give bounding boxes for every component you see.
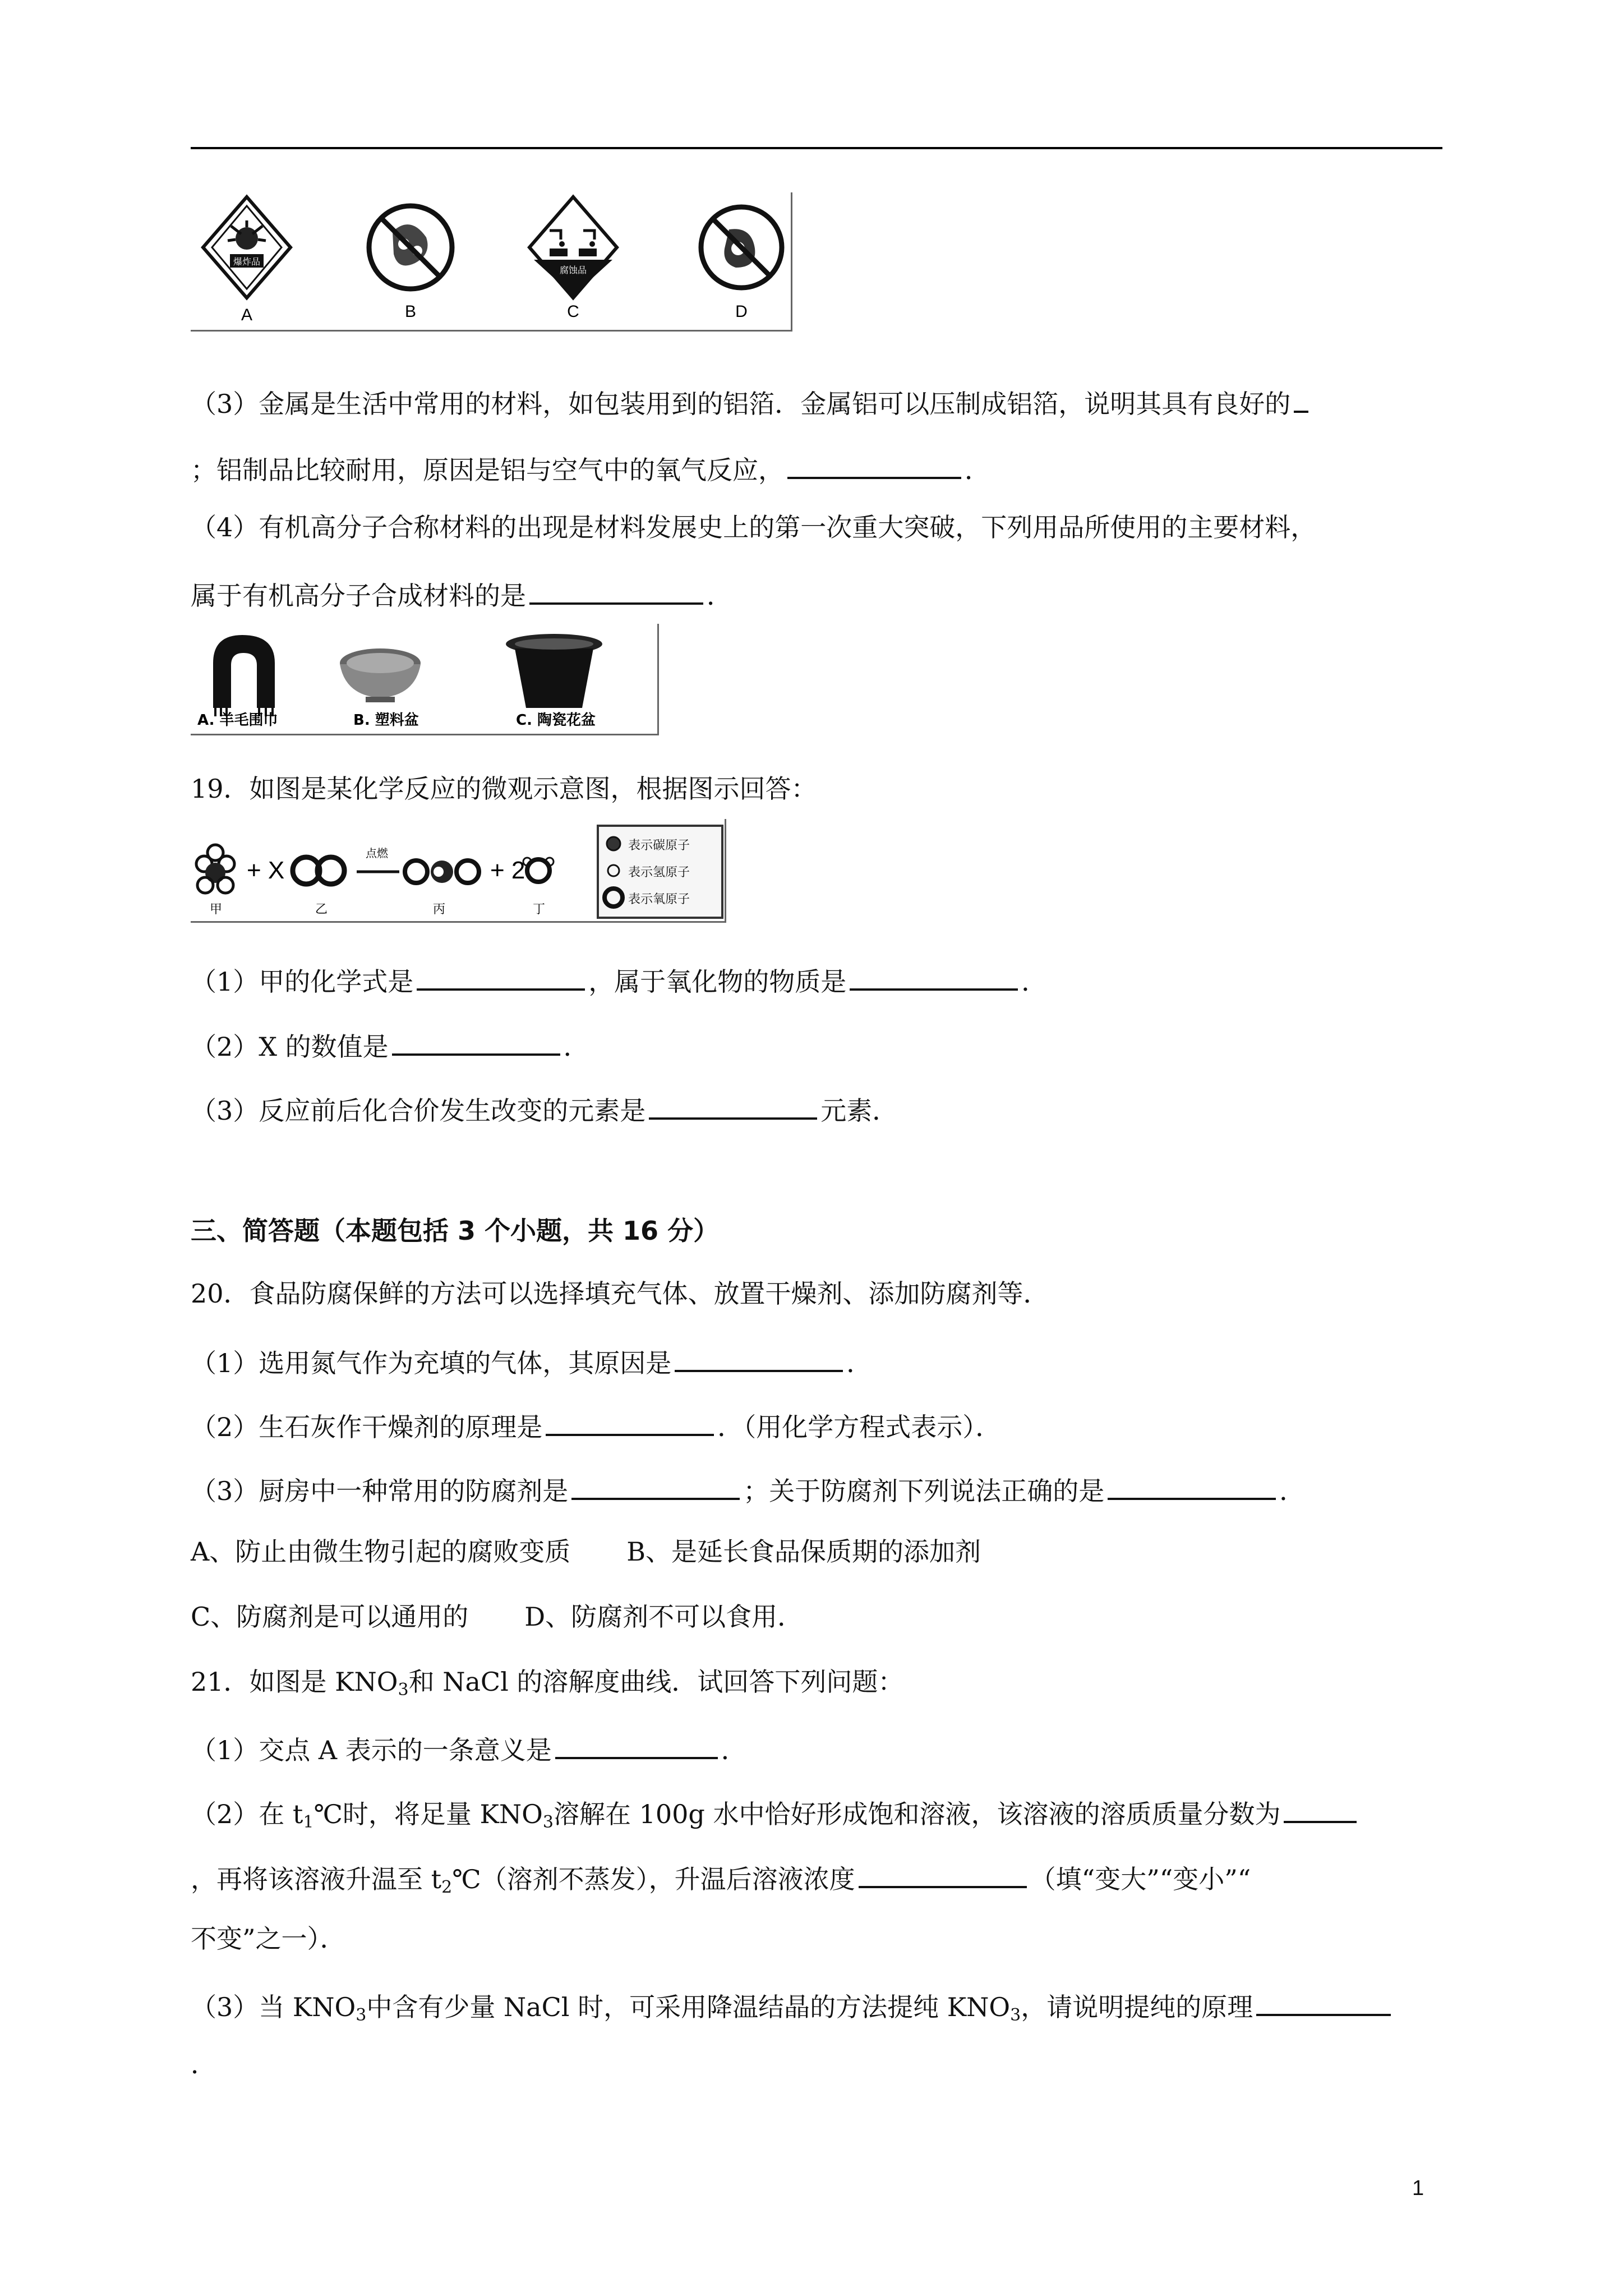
subscript: 2 <box>441 1878 453 1897</box>
plastic-bowl-icon <box>340 648 421 702</box>
q21-p2-text2: ℃时，将足量 KNO <box>313 1799 543 1829</box>
q21-stem-text: 21．如图是 KNO <box>191 1667 398 1697</box>
option-a: A、防止由微生物引起的腐败变质 <box>191 1536 571 1567</box>
q20-part3 <box>191 1470 1305 1508</box>
corrosive-sign-icon <box>529 197 617 298</box>
reaction-condition: 点燃 <box>366 846 388 860</box>
q21-p2-text7: 不变”之一）． <box>191 1924 346 1954</box>
subscript: 3 <box>356 2005 367 2025</box>
q20-p3-text: （3）厨房中一种常用的防腐剂是 <box>191 1476 569 1506</box>
page-number: 1 <box>1412 2177 1424 2200</box>
subscript: 1 <box>303 1812 314 1832</box>
wool-scarf-icon <box>213 635 275 716</box>
subscript: 3 <box>1010 2005 1021 2025</box>
name-bing: 丙 <box>433 903 446 917</box>
q21-stem <box>191 1665 903 1707</box>
q21-stem-text2: 和 NaCl 的溶解度曲线．试回答下列问题： <box>408 1667 904 1697</box>
label-a: A <box>241 306 253 324</box>
option-d: D、防腐剂不可以食用． <box>524 1602 804 1632</box>
q21-p1-text: （1）交点 A 表示的一条意义是 <box>191 1735 552 1765</box>
q21-p2-text3: 溶解在 100g 水中恰好形成饱和溶液，该溶液的溶质质量分数为 <box>553 1799 1281 1829</box>
answer-blank[interactable] <box>675 1342 843 1372</box>
q21-p3-text: （3）当 KNO <box>191 1992 356 2022</box>
materials-svg <box>191 624 657 734</box>
option-b: B、是延长食品保质期的添加剂 <box>626 1536 981 1567</box>
period: ． <box>191 2049 216 2079</box>
q18-part3-line2 <box>191 449 990 487</box>
answer-blank[interactable] <box>859 1858 1027 1888</box>
answer-blank[interactable] <box>1294 383 1308 413</box>
section3-title-text: 三、简答题（本题包括 3 个小题，共 16 分） <box>191 1216 720 1246</box>
prohibited-sign-d-icon <box>701 207 782 288</box>
period: ． <box>1279 1476 1306 1506</box>
q18-part4-line2 <box>191 574 732 613</box>
answer-blank[interactable] <box>1284 1793 1357 1823</box>
name-yi: 乙 <box>315 903 328 917</box>
reaction-figure <box>191 819 726 923</box>
q20-part2 <box>191 1406 1001 1444</box>
answer-blank[interactable] <box>392 1025 560 1056</box>
period: ． <box>721 1735 747 1765</box>
subscript: 3 <box>542 1812 554 1832</box>
hazard-signs-svg <box>191 192 791 330</box>
q19-part3 <box>191 1089 898 1128</box>
q20-part1 <box>191 1342 872 1380</box>
q18-part4-line1 <box>191 510 1316 544</box>
q21-p2-text5: ℃（溶剂不蒸发），升温后溶液浓度 <box>452 1864 855 1894</box>
q21-part3 <box>191 1986 1394 2032</box>
q21-part2-line2 <box>191 1858 1251 1904</box>
q19-stem-text: 19．如图是某化学反应的微观示意图，根据图示回答： <box>191 774 817 804</box>
legend-carbon: 表示碳原子 <box>628 839 690 853</box>
q21-p3-text3: ，请说明提纯的原理 <box>1021 1992 1253 2022</box>
q20-options-cd <box>191 1600 803 1634</box>
q19-p1-text2: ，属于氧化物的物质是 <box>588 967 847 997</box>
q21-p2-text4: ，再将该溶液升温至 t <box>191 1864 442 1894</box>
ceramic-pot-icon <box>506 634 602 708</box>
q21-p3-text2: 中含有少量 NaCl 时，可采用降温结晶的方法提纯 KNO <box>366 1992 1011 2022</box>
option-c: C、防腐剂是可以通用的 <box>191 1602 469 1632</box>
q18-p3-text: （3）金属是生活中常用的材料，如包装用到的铝箔．金属铝可以压制成铝箔，说明其具有良好的 <box>191 389 1291 419</box>
answer-blank[interactable] <box>555 1729 718 1759</box>
plus-x: + X <box>247 857 285 884</box>
q19-stem <box>191 772 817 806</box>
answer-blank[interactable] <box>571 1470 740 1500</box>
svg-text:爆炸品: 爆炸品 <box>233 256 261 267</box>
period: ． <box>846 1348 873 1378</box>
answer-blank[interactable] <box>649 1089 817 1120</box>
q18-part3-line1 <box>191 383 1312 421</box>
molecule-bing-icon <box>405 861 479 883</box>
q20-p1-text: （1）选用氮气作为充填的气体，其原因是 <box>191 1348 672 1378</box>
answer-blank[interactable] <box>1256 1986 1391 2016</box>
q19-p2-text: （2）X 的数值是 <box>191 1032 389 1062</box>
q21-p2-text: （2）在 t <box>191 1799 303 1829</box>
q21-part3-end <box>191 2047 216 2081</box>
molecule-ding-icon <box>523 858 554 882</box>
q20-options-ab <box>191 1535 981 1568</box>
period: ． <box>707 581 732 611</box>
label-b: B <box>404 302 417 321</box>
molecule-jia-icon <box>196 845 234 893</box>
explosive-sign-icon <box>203 197 291 298</box>
name-jia: 甲 <box>210 903 223 917</box>
plus-2: + 2 <box>490 857 525 884</box>
q20-p2-text: （2）生石灰作干燥剂的原理是 <box>191 1412 543 1442</box>
legend-hydrogen: 表示氢原子 <box>628 866 690 880</box>
q18-p4-text2: 属于有机高分子合成材料的是 <box>191 581 526 611</box>
q18-p3-text2: ；铝制品比较耐用，原因是铝与空气中的氧气反应， <box>191 455 784 485</box>
q19-p3-text: （3）反应前后化合价发生改变的元素是 <box>191 1096 646 1126</box>
answer-blank[interactable] <box>546 1406 714 1436</box>
answer-blank[interactable] <box>850 960 1018 991</box>
name-ding: 丁 <box>533 903 546 917</box>
label-ceramic-pot: C. 陶瓷花盆 <box>516 712 596 729</box>
answer-blank[interactable] <box>787 449 961 479</box>
answer-blank[interactable] <box>529 574 703 605</box>
section3-title <box>191 1214 719 1248</box>
label-plastic-bowl: B. 塑料盆 <box>353 712 419 729</box>
q18-p4-text: （4）有机高分子合称材料的出现是材料发展史上的第一次重大突破，下列用品所使用的主要材料， <box>191 512 1317 542</box>
materials-figure <box>191 624 659 735</box>
answer-blank[interactable] <box>1108 1470 1276 1500</box>
answer-blank[interactable] <box>417 960 585 991</box>
legend-oxygen: 表示氧原子 <box>628 892 690 907</box>
q21-p2-text6: （填“变大”“变小”“ <box>1030 1864 1251 1894</box>
q21-part2-line1 <box>191 1793 1360 1839</box>
reaction-legend <box>597 825 723 919</box>
q19-p3-text2: 元素． <box>820 1096 898 1126</box>
period: ． <box>1021 967 1048 997</box>
q19-p1-text: （1）甲的化学式是 <box>191 967 414 997</box>
prohibited-sign-b-icon <box>369 206 452 289</box>
molecule-yi-icon <box>293 857 344 884</box>
hazard-signs-figure <box>191 192 792 332</box>
q19-part2 <box>191 1025 589 1064</box>
header-rule <box>191 147 1442 149</box>
label-d: D <box>735 302 748 321</box>
q20-p2-text2: ．（用化学方程式表示）． <box>717 1412 1002 1442</box>
q20-p3-text2: ；关于防腐剂下列说法正确的是 <box>743 1476 1105 1506</box>
q20-stem <box>191 1277 1049 1310</box>
q20-stem-text: 20．食品防腐保鲜的方法可以选择填充气体、放置干燥剂、添加防腐剂等． <box>191 1278 1049 1309</box>
subscript: 3 <box>398 1680 409 1700</box>
label-wool-scarf: A. 羊毛围巾 <box>197 712 278 729</box>
period: ． <box>563 1032 589 1062</box>
period: ． <box>965 455 990 485</box>
q19-part1 <box>191 960 1047 999</box>
label-c: C <box>567 302 579 321</box>
svg-text:腐蚀品: 腐蚀品 <box>559 265 587 275</box>
q21-part1 <box>191 1729 747 1767</box>
q21-part2-line3 <box>191 1922 346 1955</box>
